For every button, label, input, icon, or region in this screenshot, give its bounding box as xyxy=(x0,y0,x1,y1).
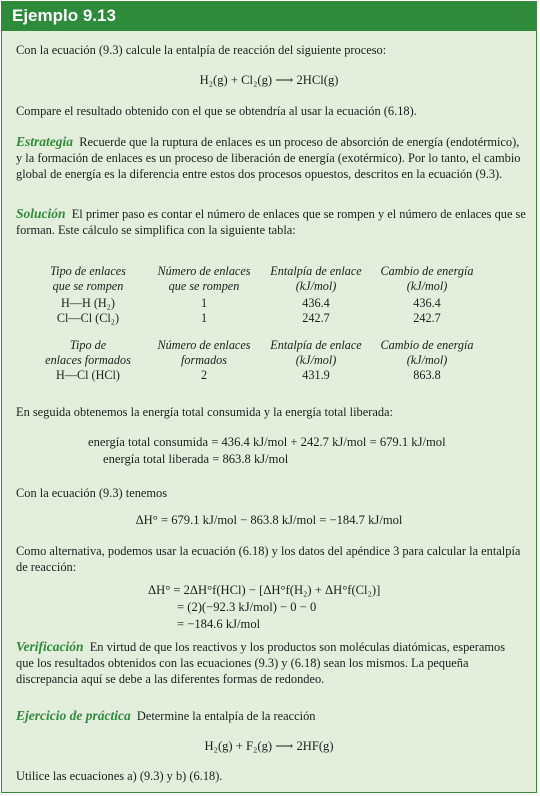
exercise-reaction: H₂(g) + F₂(g) ⟶ 2HF(g) xyxy=(204,739,334,753)
table2-header-bond-count: Número de enlaces formados xyxy=(157,338,251,367)
table1-header-bond-enthalpy: Entalpía de enlace (kJ/mol) xyxy=(270,264,362,293)
table1-header-energy-change: Cambio de energía (kJ/mol) xyxy=(380,264,474,293)
intro-text: Con la ecuación (9.3) calcule la entalpía de reacción del siguiente proceso: xyxy=(16,43,387,57)
table-row: 436.4 242.7 xyxy=(302,296,330,325)
exercise-label: Ejercicio de práctica xyxy=(16,708,131,723)
alternative-line1: ΔH° = 2ΔH°f(HCl) − [ΔH°f(H₂) + ΔH°f(Cl₂)] xyxy=(148,583,381,597)
table-row: 863.8 xyxy=(413,368,441,382)
table-row: 431.9 xyxy=(302,368,330,382)
verification-paragraph xyxy=(16,639,526,687)
verification-label: Verificación xyxy=(16,639,84,654)
table-row: 2 xyxy=(200,368,208,382)
example-box xyxy=(1,1,537,793)
alternative-text: Como alternativa, podemos usar la ecuación (6.18) y los datos del apéndice 3 para calcular la entalpía de reacción: xyxy=(16,544,521,574)
table1-header-bond-type: Tipo de enlaces que se rompen xyxy=(50,264,126,293)
example-header xyxy=(2,2,536,31)
strategy-paragraph xyxy=(16,134,526,182)
table2-header-energy-change: Cambio de energía (kJ/mol) xyxy=(380,338,474,367)
verification-text: En virtud de que los reactivos y los productos son moléculas diatómicas, esperamos que los resultados obtenidos con las ecuaciones (9.3) y (6.18) sean los mismos. La pequeña discrepancia aquí se debe a las diferentes formas de redondeo. xyxy=(16,640,506,686)
example-title: Ejemplo 9.13 xyxy=(12,6,116,25)
result-equation: ΔH° = 679.1 kJ/mol − 863.8 kJ/mol = −184.7 kJ/mol xyxy=(135,513,403,527)
energy-consumed-line: energía total consumida = 436.4 kJ/mol + 242.7 kJ/mol = 679.1 kJ/mol xyxy=(88,435,446,449)
exercise-paragraph xyxy=(16,708,526,724)
compare-text: Compare el resultado obtenido con el que se obtendría al usar la ecuación (6.18). xyxy=(16,104,417,118)
table-row: 436.4 242.7 xyxy=(413,296,441,325)
strategy-label: Estrategia xyxy=(16,134,74,149)
table-row: H—Cl (HCl) xyxy=(56,368,120,382)
solution-text: El primer paso es contar el número de enlaces que se rompen y el número de enlaces que se forman. Este cálculo se simplifica con la siguiente tabla: xyxy=(16,207,526,237)
table2-header-bond-enthalpy: Entalpía de enlace (kJ/mol) xyxy=(270,338,362,367)
reaction-equation: H₂(g) + Cl₂(g) ⟶ 2HCl(g) xyxy=(199,73,339,87)
table2-header-bond-type: Tipo de enlaces formados xyxy=(45,338,131,367)
energy-released-line: energía total liberada = 863.8 kJ/mol xyxy=(103,452,289,466)
solution-paragraph xyxy=(16,206,526,238)
solution-label: Solución xyxy=(16,206,66,221)
alternative-line2: = (2)(−92.3 kJ/mol) − 0 − 0 xyxy=(177,600,317,614)
table-row: H—H (H₂) Cl—Cl (Cl₂) xyxy=(56,296,120,325)
result-text: Con la ecuación (9.3) tenemos xyxy=(16,486,168,500)
alternative-line3: = −184.6 kJ/mol xyxy=(177,617,261,631)
strategy-text: Recuerde que la ruptura de enlaces es un proceso de absorción de energía (endotérmico), y la formación de enlaces es un proceso de liberación de energía (exotérmico). Por lo tanto, el cambio global de energía es la diferencia entre estos dos procesos opuestos, descritos en la ecuación (9.3). xyxy=(16,135,521,181)
energy-text: En seguida obtenemos la energía total consumida y la energía total liberada: xyxy=(16,405,393,419)
table1-header-bond-count: Número de enlaces que se rompen xyxy=(157,264,251,293)
table-row: 1 1 xyxy=(200,296,208,325)
exercise-text: Determine la entalpía de la reacción xyxy=(136,709,316,723)
exercise-instruction: Utilice las ecuaciones a) (9.3) y b) (6.18). xyxy=(16,769,223,783)
